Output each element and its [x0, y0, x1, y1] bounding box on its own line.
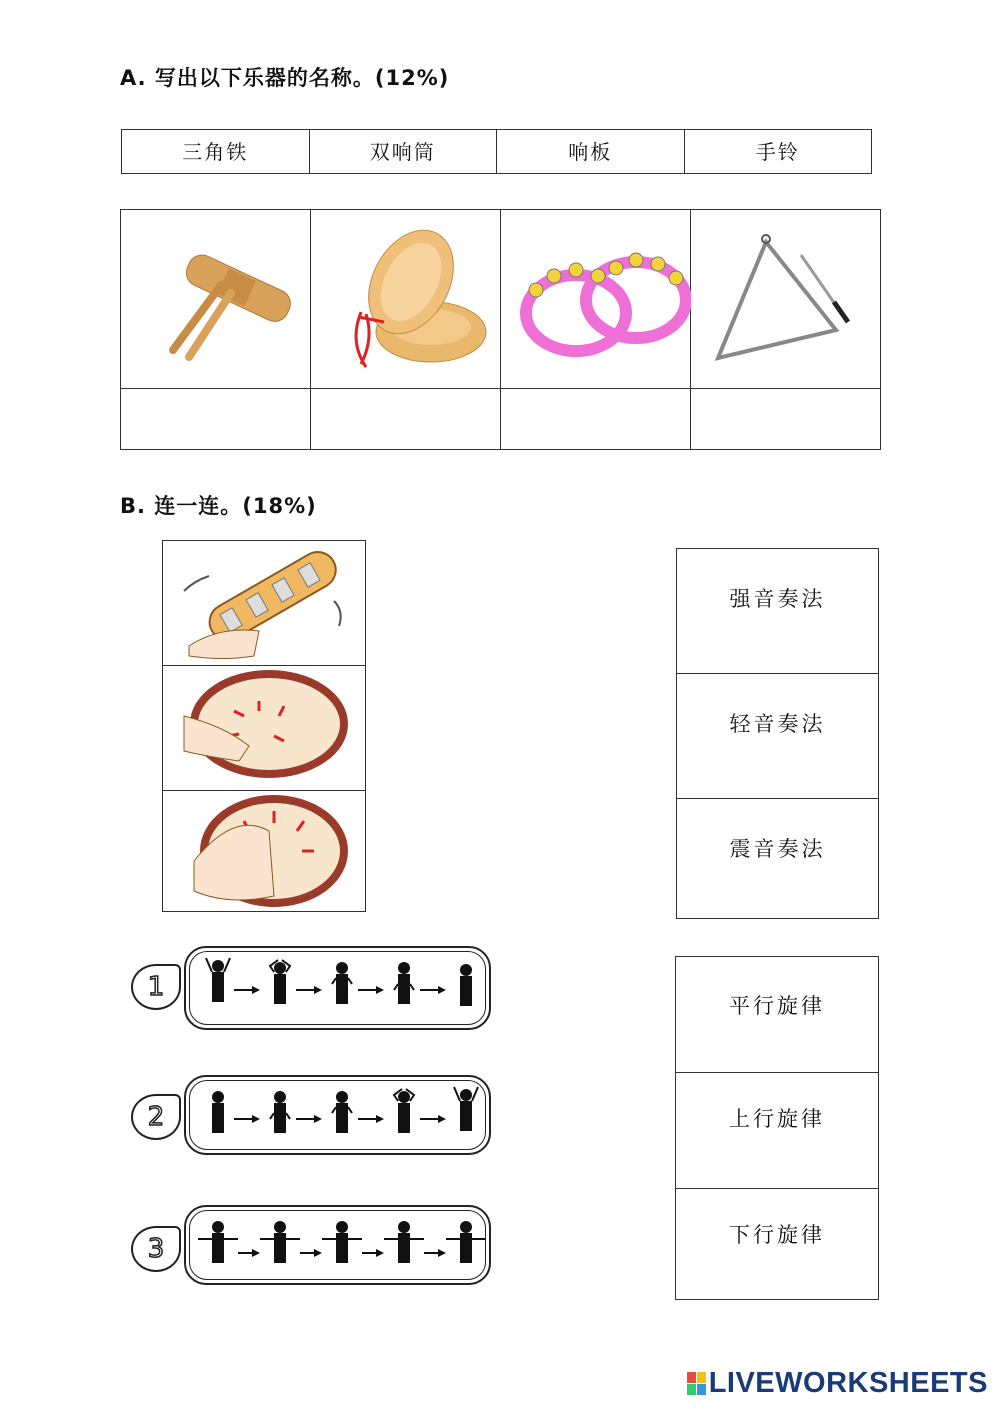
sequence-1[interactable]	[184, 946, 491, 1030]
sequence-number-2: 2	[131, 1094, 181, 1140]
instrument-grid	[120, 209, 881, 450]
figures-up-sequence-icon	[198, 1083, 488, 1149]
brand-name: LIVEWORKSHEETS	[708, 1367, 988, 1399]
answer-field-4[interactable]	[696, 396, 880, 446]
sequence-number-3: 3	[131, 1226, 181, 1272]
sequence-3[interactable]	[184, 1205, 491, 1285]
word-bank-item[interactable]: 双响筒	[310, 130, 498, 173]
figures-down-sequence-icon	[198, 954, 488, 1024]
section-a-heading: A. 写出以下乐器的名称。(12%)	[120, 66, 450, 90]
melody-label: 平行旋律	[729, 994, 825, 1018]
technique-label: 强音奏法	[729, 587, 826, 611]
word-bank-item[interactable]: 三角铁	[122, 130, 310, 173]
brand-mark-icon	[687, 1372, 706, 1395]
sequence-2[interactable]	[184, 1075, 491, 1155]
word-bank-item[interactable]: 响板	[497, 130, 685, 173]
answer-field-1[interactable]	[126, 396, 310, 446]
melody-box[interactable]	[676, 1189, 878, 1299]
castanets-icon	[331, 222, 496, 377]
tambourine-strong-icon	[164, 791, 364, 909]
section-b-heading: B. 连一连。(18%)	[120, 494, 317, 518]
melody-box[interactable]	[676, 1073, 878, 1189]
two-tone-block-icon	[141, 235, 296, 365]
word-bank-item[interactable]: 手铃	[755, 140, 800, 164]
tambourine-shake-icon	[164, 541, 364, 663]
technique-box[interactable]	[677, 799, 878, 918]
melody-boxes	[675, 956, 879, 1300]
technique-box[interactable]	[677, 674, 878, 799]
picture-shake[interactable]	[163, 541, 365, 666]
technique-label: 轻音奏法	[729, 712, 826, 736]
word-bank	[121, 129, 872, 174]
melody-box[interactable]	[676, 957, 878, 1073]
figures-level-sequence-icon	[198, 1213, 488, 1279]
liveworksheets-logo	[687, 1367, 988, 1400]
triangle-icon	[706, 230, 876, 370]
picture-light[interactable]	[163, 666, 365, 791]
tambourine-light-icon	[164, 666, 364, 786]
hand-bells-icon	[516, 238, 691, 368]
tambourine-pictures	[162, 540, 366, 912]
melody-label: 下行旋律	[729, 1223, 825, 1247]
sequence-number-1: 1	[131, 964, 181, 1010]
answer-field-2[interactable]	[316, 396, 500, 446]
answer-field-3[interactable]	[506, 396, 690, 446]
technique-box[interactable]	[677, 549, 878, 674]
technique-boxes	[676, 548, 879, 919]
picture-strong[interactable]	[163, 791, 365, 911]
melody-label: 上行旋律	[729, 1107, 825, 1131]
technique-label: 震音奏法	[729, 837, 826, 861]
